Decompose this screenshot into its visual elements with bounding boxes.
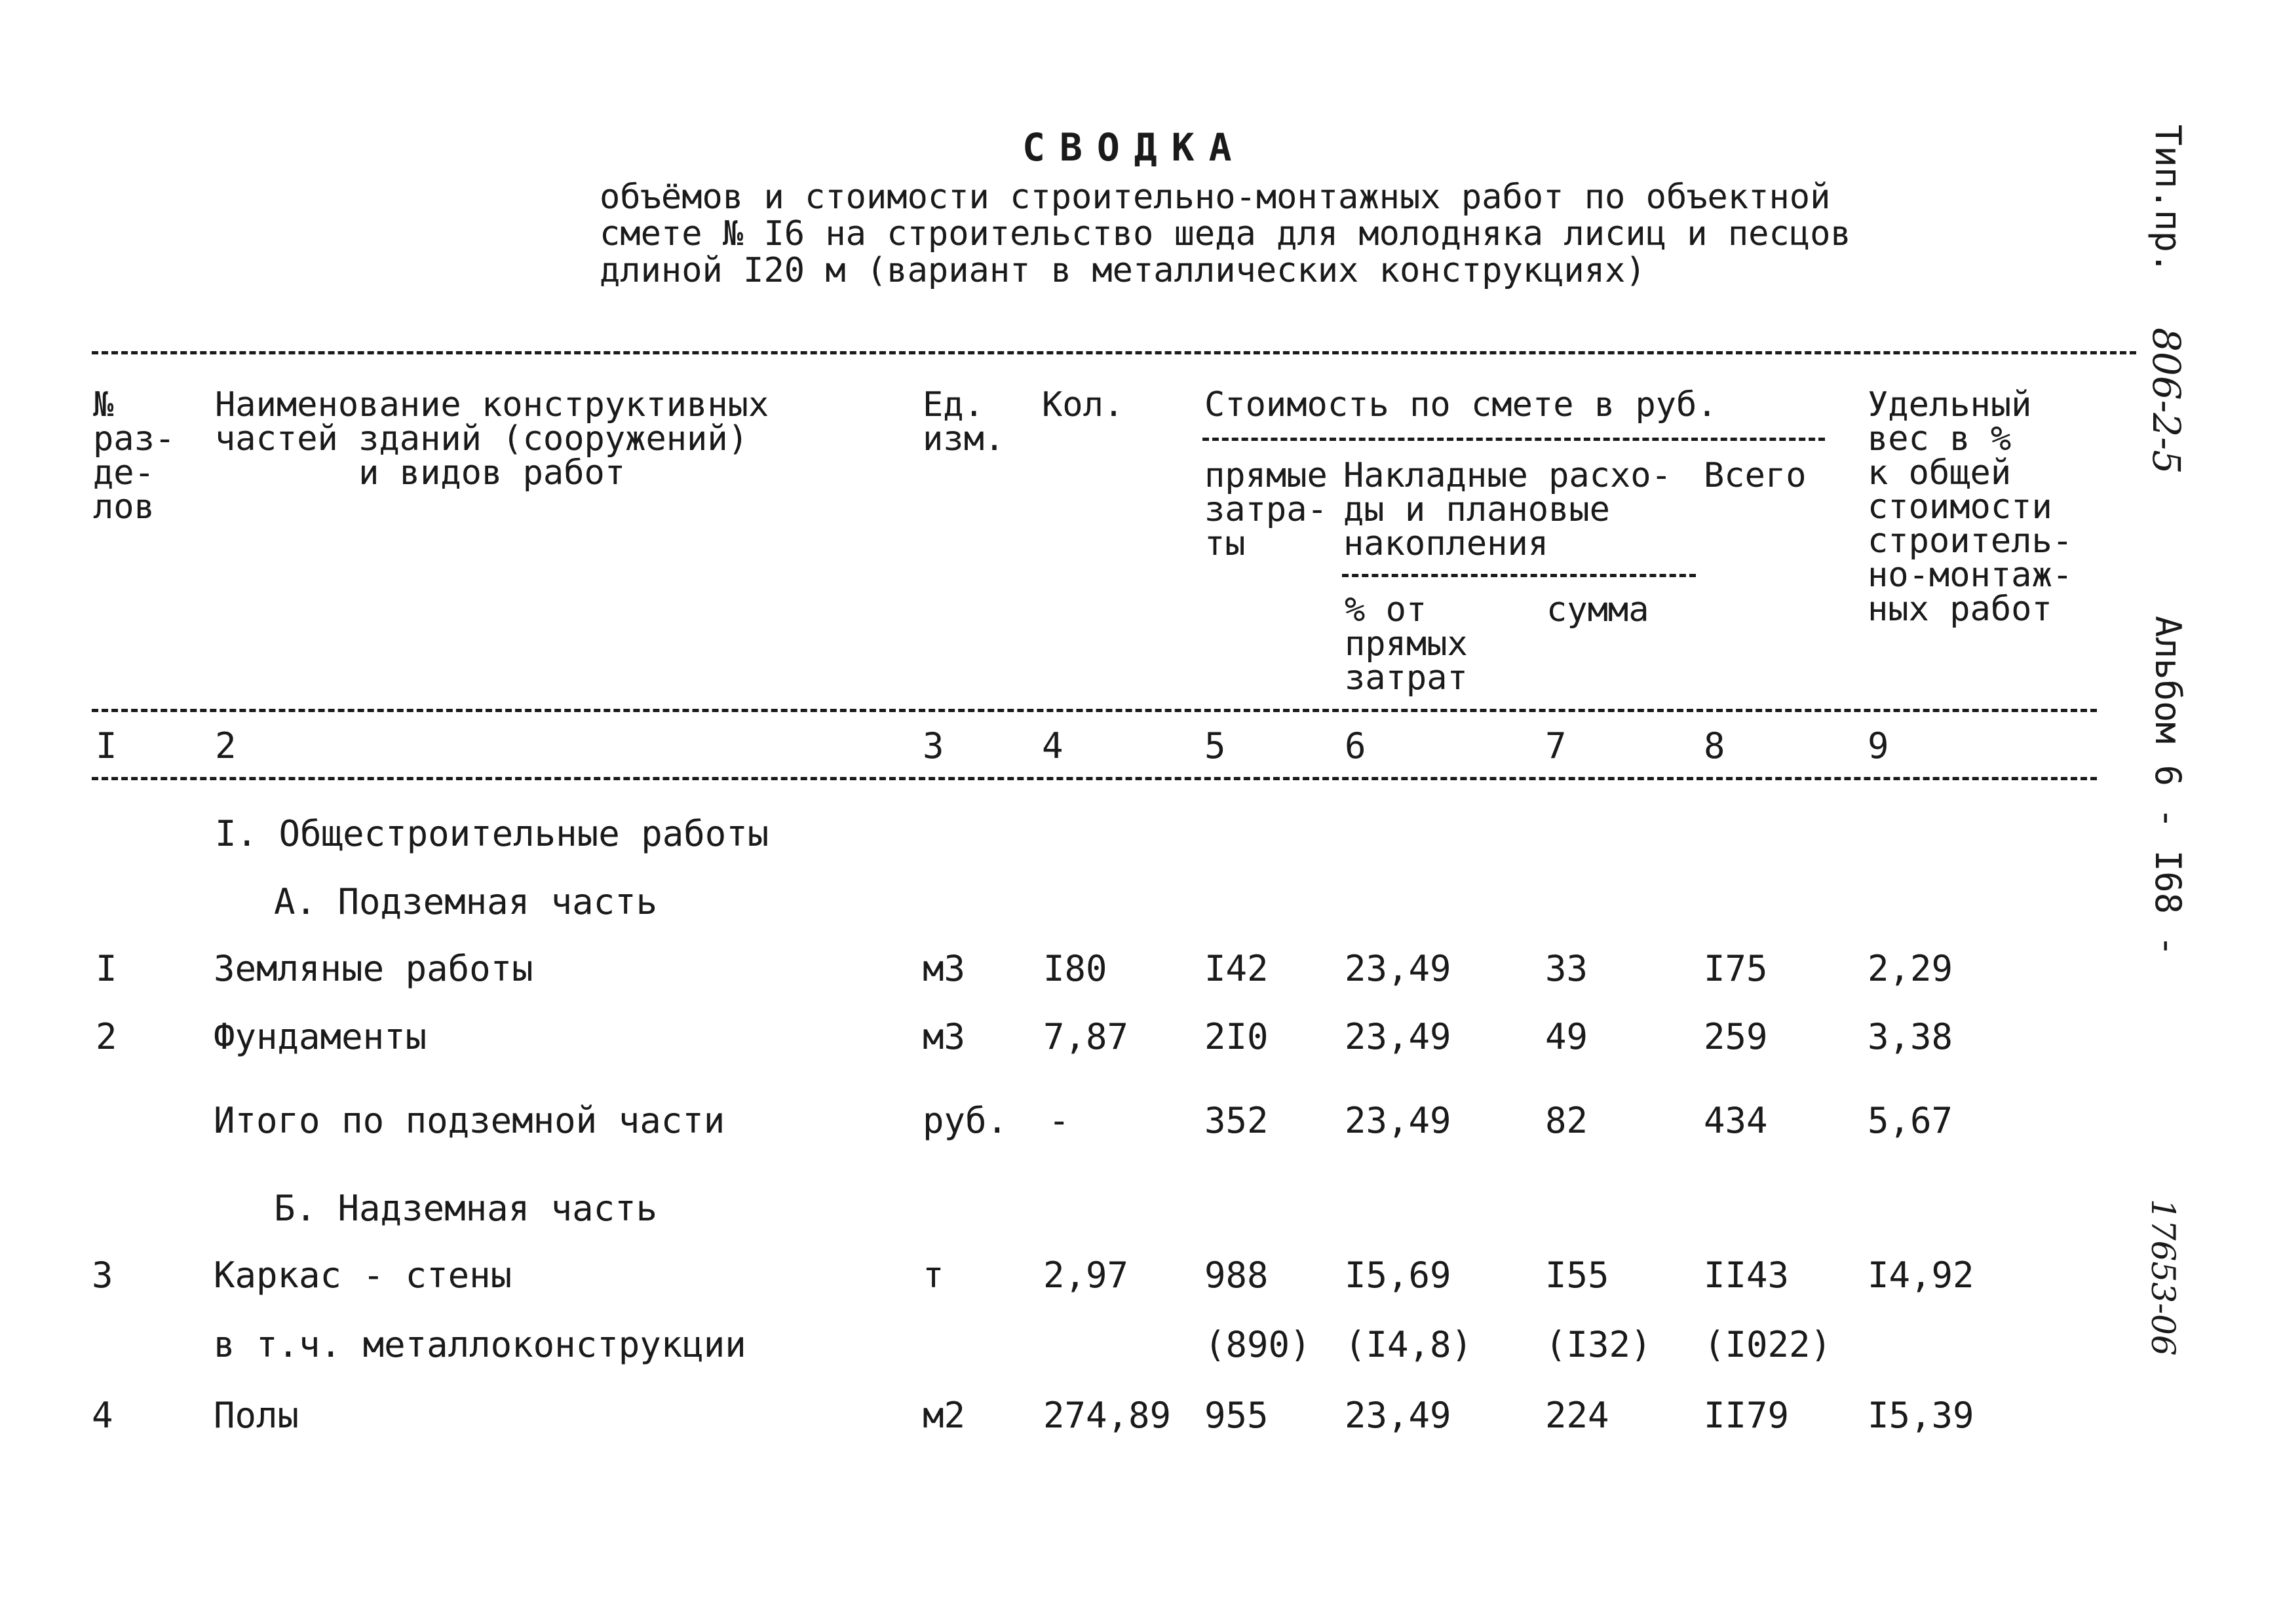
cell-total: II79 (1704, 1395, 1790, 1436)
cell-name: Фундаменты (214, 1016, 427, 1057)
cell-total: II43 (1704, 1255, 1790, 1296)
cell-percent: 23,49 (1345, 1100, 1451, 1141)
side-project-number: 806-2-5 (2144, 328, 2189, 474)
colnum-1: I (96, 725, 117, 766)
cell-unit: м3 (923, 948, 966, 989)
rule-header-bottom (92, 709, 2097, 712)
colnum-6: 6 (1345, 725, 1366, 766)
cell-quantity: 7,87 (1043, 1016, 1129, 1057)
cell-total: I75 (1704, 948, 1768, 989)
section-heading: I. Общестроительные работы (215, 813, 769, 854)
cell-weight: I4,92 (1868, 1255, 1974, 1296)
cell-weight: 2,29 (1868, 948, 1953, 989)
cell-weight: 3,38 (1868, 1016, 1953, 1057)
rule-top (92, 351, 2136, 354)
cell-percent: 23,49 (1345, 1395, 1451, 1436)
cell-direct: I42 (1204, 948, 1269, 989)
side-stamp: 17653-06 (2144, 1199, 2182, 1356)
header-weight: Удельный вес в % к общей стоимости строитель- но-монтаж- ных работ (1868, 385, 2073, 629)
cell-name: Каркас - стены (214, 1255, 512, 1296)
cell-total: 434 (1704, 1100, 1768, 1141)
cell-percent: (I4,8) (1345, 1324, 1473, 1365)
cell-sum: 33 (1545, 948, 1588, 989)
cell-unit: м3 (923, 1016, 966, 1057)
cell-section-number: I (96, 948, 117, 989)
cell-direct: 2I0 (1204, 1016, 1269, 1057)
colnum-4: 4 (1042, 725, 1064, 766)
header-name: Наименование конструктивных частей зданий (сооружений) и видов работ (215, 385, 769, 493)
cell-direct: (890) (1204, 1324, 1311, 1365)
cell-quantity: 2,97 (1043, 1255, 1129, 1296)
colnum-7: 7 (1545, 725, 1567, 766)
rule-cost-group (1202, 438, 1825, 441)
colnum-2: 2 (215, 725, 237, 766)
cell-quantity: - (1048, 1100, 1070, 1141)
cell-section-number: 4 (92, 1395, 113, 1436)
cell-sum: 49 (1545, 1016, 1588, 1057)
cell-name: Итого по подземной части (214, 1100, 725, 1141)
cell-sum: 224 (1545, 1395, 1609, 1436)
cell-direct: 988 (1204, 1255, 1269, 1296)
cell-direct: 352 (1204, 1100, 1269, 1141)
header-cost-group: Стоимость по смете в руб. (1204, 385, 1717, 425)
subtitle-line-2: смете № I6 на строительство шеда для молодняка лисиц и песцов (600, 214, 1851, 254)
cell-quantity: I80 (1043, 948, 1107, 989)
cell-unit: руб. (923, 1100, 1008, 1141)
cell-total: (I022) (1704, 1324, 1832, 1365)
header-overhead: Накладные расхо- ды и плановые накопления (1343, 456, 1672, 563)
cell-sum: (I32) (1545, 1324, 1652, 1365)
cell-percent: 23,49 (1345, 1016, 1451, 1057)
header-unit: Ед. изм. (923, 385, 1005, 459)
side-project-code: Тип.пр. (2147, 124, 2189, 274)
cell-direct: 955 (1204, 1395, 1269, 1436)
header-section-number: № раз- де- лов (93, 385, 176, 527)
header-sum: сумма (1546, 590, 1649, 630)
subtitle-line-3: длиной I20 м (вариант в металлических конструкциях) (600, 251, 1646, 290)
cell-unit: м2 (923, 1395, 966, 1436)
header-total: Всего (1704, 456, 1807, 495)
rule-overhead (1342, 574, 1696, 577)
colnum-8: 8 (1704, 725, 1725, 766)
cell-weight: I5,39 (1868, 1395, 1974, 1436)
header-percent: % от прямых затрат (1345, 590, 1468, 698)
colnum-5: 5 (1204, 725, 1226, 766)
cell-percent: I5,69 (1345, 1255, 1451, 1296)
cell-name: в т.ч. металлоконструкции (214, 1324, 746, 1365)
cell-weight: 5,67 (1868, 1100, 1953, 1141)
colnum-9: 9 (1868, 725, 1889, 766)
cell-name: Земляные работы (214, 948, 533, 989)
document-title: СВОДКА (1022, 125, 1246, 170)
cell-quantity: 274,89 (1043, 1395, 1172, 1436)
subtitle-line-1: объёмов и стоимости строительно-монтажных работ по объектной (600, 178, 1831, 217)
cell-name: Полы (214, 1395, 299, 1436)
cell-sum: 82 (1545, 1100, 1588, 1141)
header-quantity: Кол. (1042, 385, 1124, 425)
cell-sum: I55 (1545, 1255, 1609, 1296)
rule-numbers-bottom (92, 777, 2097, 780)
side-album: Альбом 6 - I68 - (2147, 616, 2189, 957)
cell-unit: т (923, 1255, 944, 1296)
cell-percent: 23,49 (1345, 948, 1451, 989)
cell-section-number: 2 (96, 1016, 117, 1057)
cell-section-number: 3 (92, 1255, 113, 1296)
colnum-3: 3 (923, 725, 944, 766)
header-direct-costs: прямые затра- ты (1204, 456, 1328, 563)
part-b-heading: Б. Надземная часть (274, 1188, 658, 1229)
cell-total: 259 (1704, 1016, 1768, 1057)
part-a-heading: А. Подземная часть (274, 881, 658, 922)
